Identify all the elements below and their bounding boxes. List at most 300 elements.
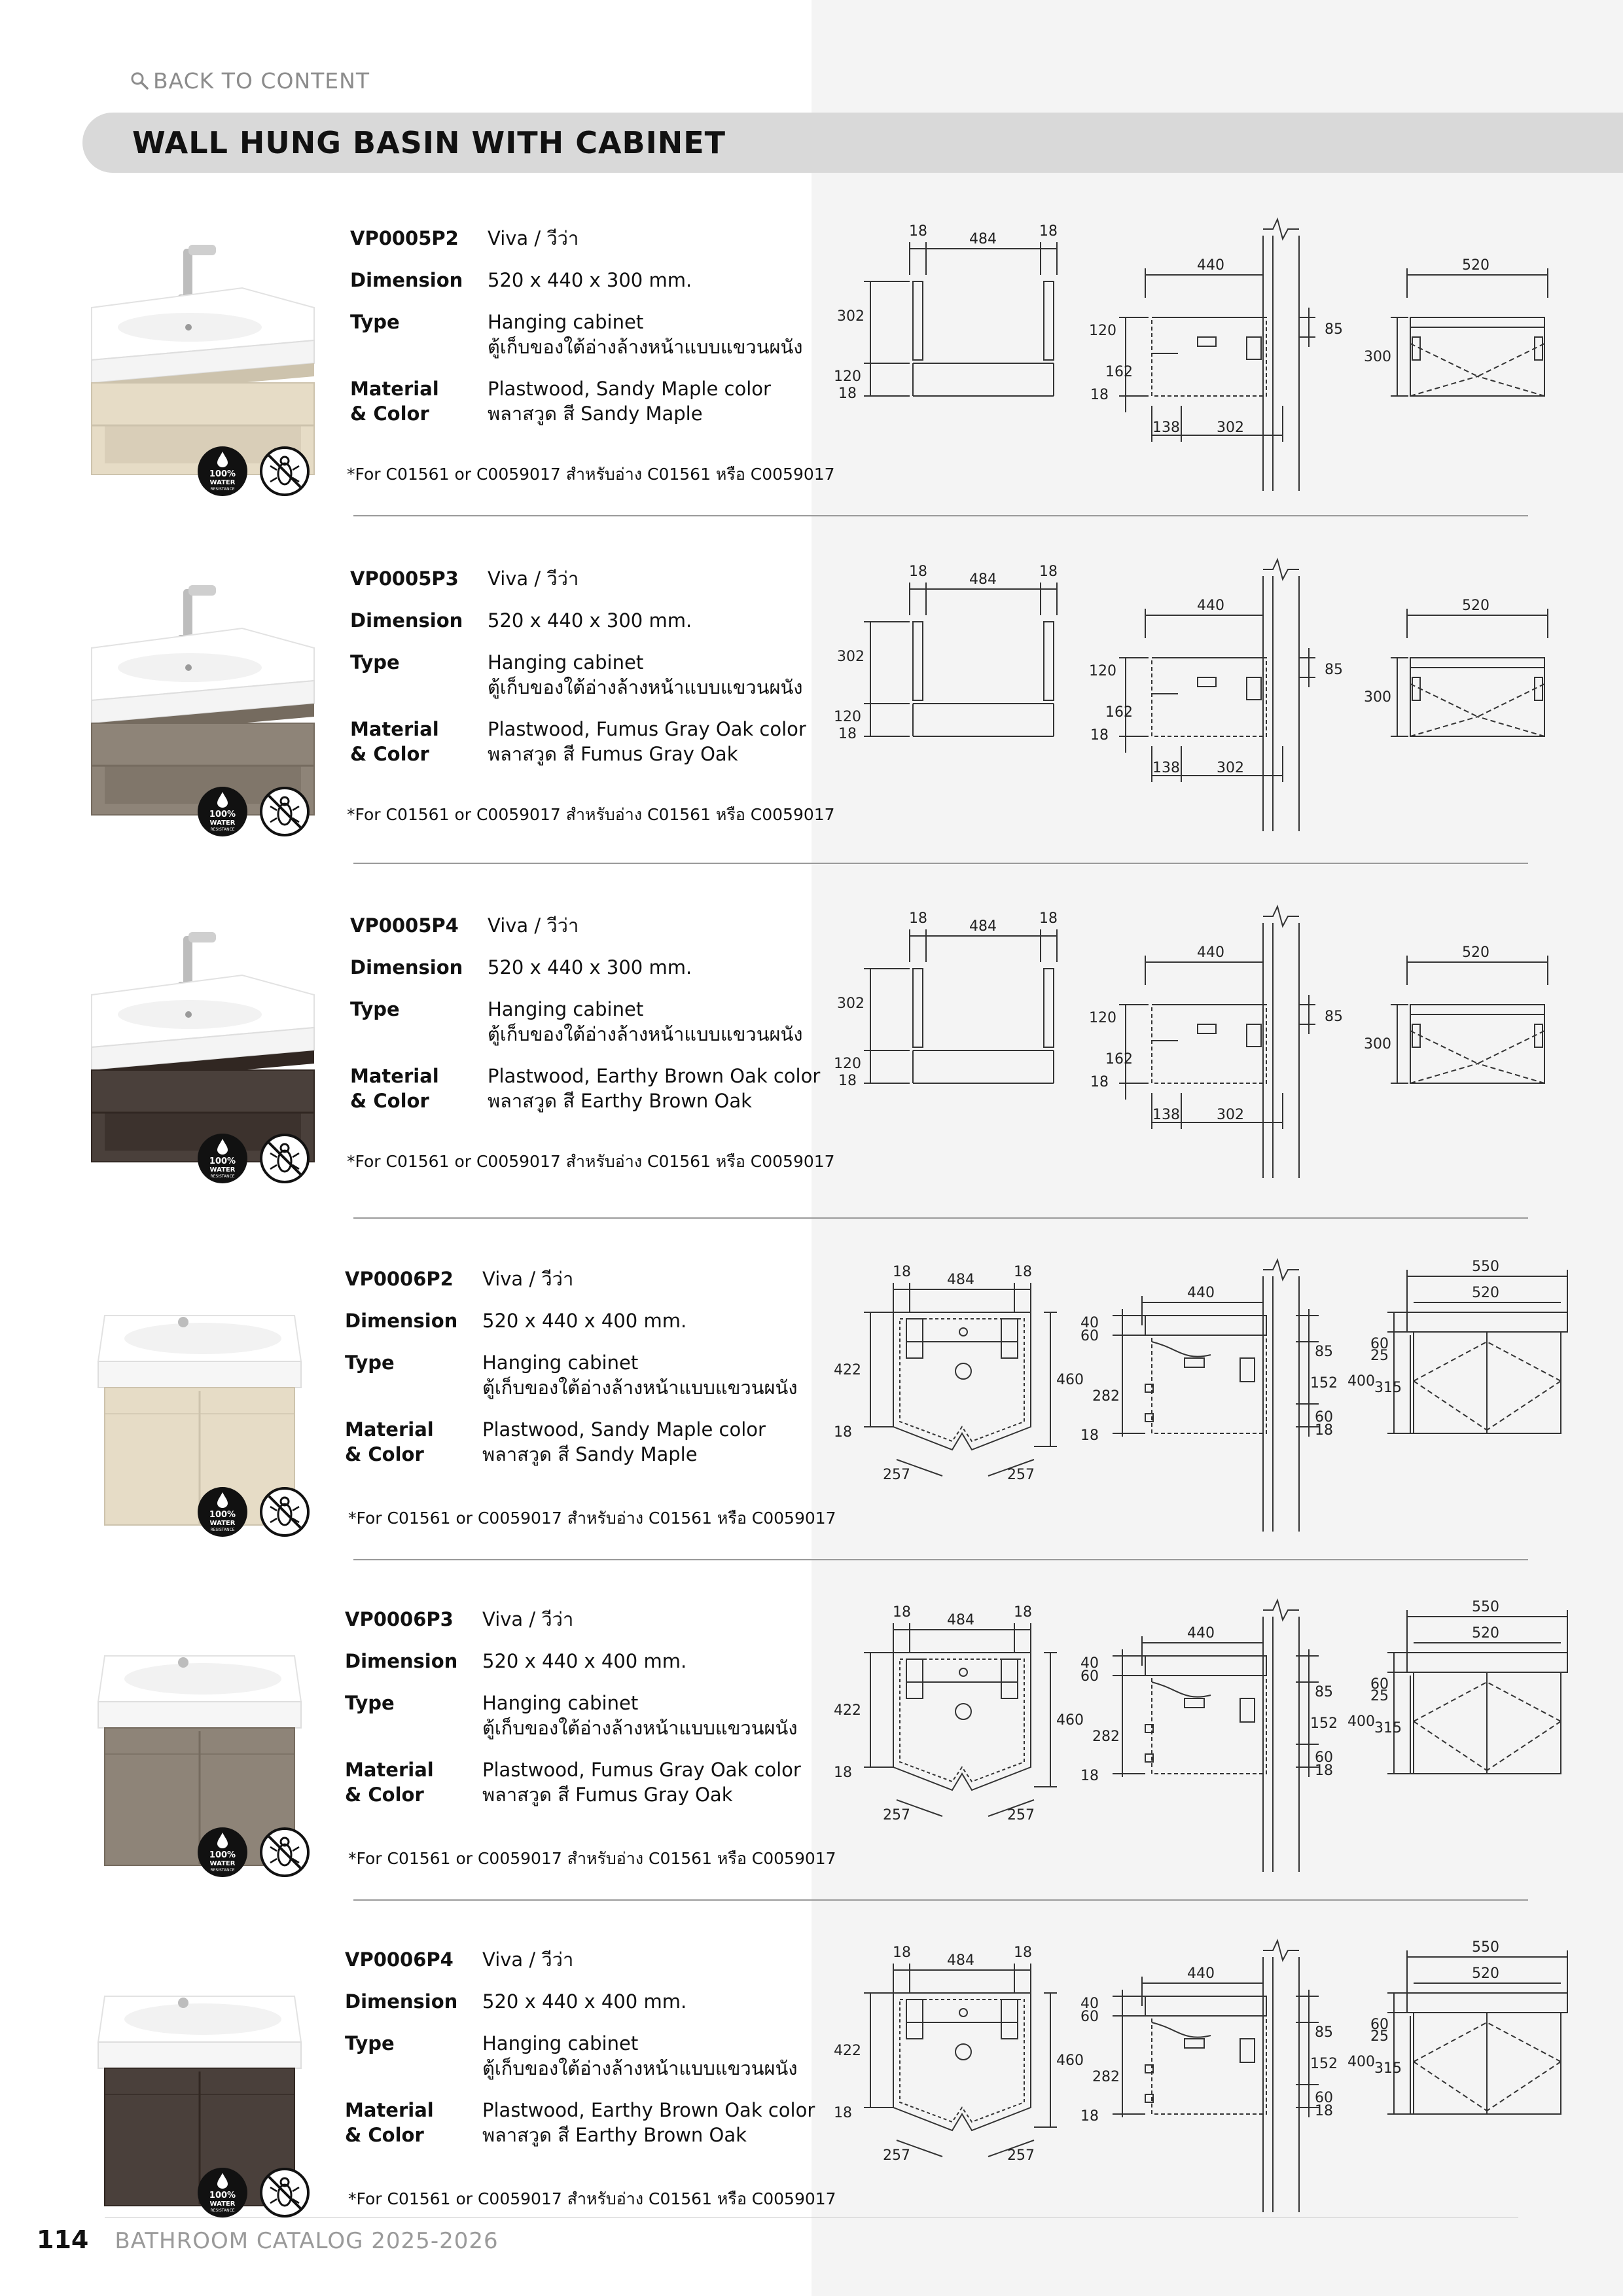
dimension-label: 85	[1315, 1684, 1333, 1700]
dimension-label: 400	[1347, 1713, 1375, 1730]
dimension-label: 18	[1039, 564, 1058, 580]
dimension-label: 460	[1056, 1712, 1084, 1729]
type-value-line: Hanging cabinet	[488, 998, 644, 1020]
search-icon	[130, 71, 149, 90]
spacer	[350, 938, 847, 955]
material-label	[350, 1064, 488, 1113]
dimension-label: 25	[1370, 2028, 1389, 2045]
dimension-label: 85	[1325, 321, 1343, 338]
product-name: Viva / วีว่า	[488, 227, 579, 249]
dimension-label: Dimension	[345, 1650, 458, 1672]
code-row	[345, 1947, 842, 1972]
product-code: VP0005P4	[350, 914, 459, 937]
product-code: VP0006P3	[345, 1608, 454, 1630]
dimension-row	[345, 1308, 842, 1333]
dimension-label: 85	[1325, 1009, 1343, 1025]
dimension-value-line: 520 x 440 x 400 mm.	[482, 1990, 687, 2013]
material-label-line: Material	[350, 718, 439, 740]
dimension-label: 302	[1217, 420, 1244, 436]
dimension-label: 257	[1007, 1467, 1035, 1483]
dimension-drawings	[812, 209, 1623, 497]
dimension-label: 520	[1472, 1625, 1499, 1641]
material-value	[488, 717, 847, 766]
spacer	[350, 980, 847, 997]
spacer	[350, 251, 847, 268]
water-resistance-badge	[196, 1132, 249, 1185]
type-row	[345, 2031, 842, 2081]
technical-drawing	[812, 550, 1623, 838]
product-code: VP0006P2	[345, 1268, 454, 1290]
dimension-label: 18	[1014, 1945, 1032, 1961]
spacer	[345, 1291, 842, 1308]
type-label: Type	[350, 651, 400, 673]
spacer	[345, 1972, 842, 1989]
dimension-label: 138	[1152, 420, 1180, 436]
dimension-label: 18	[909, 910, 927, 927]
type-value-line: ตู้เก็บของใต้อ่างล้างหน้าแบบแขวนผนัง	[482, 1376, 798, 1399]
back-to-content-link[interactable]	[130, 64, 370, 97]
dimension-value-line: 520 x 440 x 400 mm.	[482, 1650, 687, 1672]
type-label: Type	[345, 1352, 395, 1374]
dimension-label: 120	[834, 368, 861, 385]
code-row	[345, 1266, 842, 1291]
dimension-label: 162	[1105, 364, 1133, 380]
dimension-label: 120	[1089, 323, 1116, 339]
product-name: Viva / วีว่า	[482, 1608, 574, 1630]
material-row	[345, 2098, 842, 2147]
material-value	[482, 1417, 842, 1467]
termite-proof-icon	[259, 1826, 311, 1878]
dimension-label: 40	[1080, 1996, 1099, 2012]
type-label: Type	[350, 998, 400, 1020]
type-value-line: ตู้เก็บของใต้อ่างล้างหน้าแบบแขวนผนัง	[488, 1023, 803, 1045]
material-label	[345, 2098, 482, 2147]
product-code: VP0006P4	[345, 1948, 454, 1971]
spacer	[350, 633, 847, 650]
dimension-label: 18	[1315, 2103, 1333, 2119]
dimension-label: 315	[1374, 2060, 1402, 2077]
dimension-label: 440	[1197, 598, 1224, 614]
dimension-label: 460	[1056, 1372, 1084, 1388]
dimension-label: 460	[1056, 2053, 1084, 2069]
water-badge-percent: 100%	[209, 1510, 236, 1520]
spacer	[345, 2081, 842, 2098]
material-label-line: & Color	[345, 1784, 424, 1806]
material-value	[488, 1064, 847, 1113]
water-badge-sub: RESISTANCE	[210, 1528, 235, 1532]
product-name: Viva / วีว่า	[482, 1948, 574, 1971]
dimension-label: 302	[1217, 760, 1244, 776]
dimension-label: 162	[1105, 704, 1133, 721]
dimension-value-line: 520 x 440 x 300 mm.	[488, 609, 692, 632]
type-value	[482, 2031, 842, 2081]
termite-proof-icon	[259, 445, 311, 497]
material-value-line: Plastwood, Earthy Brown Oak color	[488, 1065, 821, 1087]
water-badge-label: WATER	[209, 1166, 236, 1174]
technical-drawing	[812, 1250, 1623, 1538]
spacer	[345, 1632, 842, 1649]
compatibility-note: *For C01561 or C0059017 สำหรับอ่าง C01561 หรือ C0059017	[348, 2189, 836, 2208]
water-badge-sub: RESISTANCE	[210, 487, 235, 492]
dimension-label: 18	[1315, 1422, 1333, 1439]
dimension-label: 484	[969, 231, 997, 247]
dimension-label: 18	[1014, 1604, 1032, 1621]
type-label: Type	[345, 1692, 395, 1714]
material-value-line: พลาสวูด สี Earthy Brown Oak	[488, 1090, 752, 1112]
code-row	[350, 566, 847, 591]
dimension-row	[345, 1649, 842, 1674]
dimension-label: 18	[838, 386, 857, 402]
product-vp0005p2	[0, 216, 1623, 517]
dimension-drawings	[812, 1931, 1623, 2219]
type-value-line: Hanging cabinet	[488, 651, 644, 673]
dimension-label: 18	[1039, 910, 1058, 927]
type-label: Type	[345, 2032, 395, 2054]
type-row	[350, 650, 847, 700]
spacer	[350, 1047, 847, 1064]
dimension-label: 18	[909, 223, 927, 240]
dimension-label: Dimension	[345, 1310, 458, 1332]
dimension-label: 422	[834, 1702, 861, 1719]
technical-drawing	[812, 209, 1623, 497]
technical-drawing	[812, 1931, 1623, 2219]
dimension-drawings	[812, 1590, 1623, 1878]
dimension-label: 120	[834, 1056, 861, 1072]
dimension-row	[350, 268, 847, 293]
dimension-label: 302	[837, 996, 865, 1012]
type-row	[345, 1350, 842, 1400]
dimension-label: 60	[1315, 1409, 1333, 1426]
dimension-label: 120	[1089, 663, 1116, 679]
water-badge-sub: RESISTANCE	[210, 2208, 235, 2213]
dimension-label: 484	[947, 1612, 974, 1628]
material-label	[345, 1757, 482, 1807]
dimension-label: 152	[1310, 1715, 1338, 1732]
spacer	[350, 359, 847, 376]
dimension-label: 18	[1090, 1074, 1109, 1090]
material-label-line: Material	[345, 1418, 434, 1441]
code-row	[345, 1607, 842, 1632]
dimension-label: 300	[1364, 689, 1391, 706]
product-vp0006p3	[0, 1597, 1623, 1898]
type-value-line: Hanging cabinet	[488, 311, 644, 333]
dimension-label: 25	[1370, 1688, 1389, 1704]
dimension-label: 302	[1217, 1107, 1244, 1123]
dimension-value	[482, 1308, 842, 1333]
compatibility-note: *For C01561 or C0059017 สำหรับอ่าง C01561 หรือ C0059017	[347, 465, 835, 484]
dimension-label: 315	[1374, 1720, 1402, 1736]
water-badge-sub: RESISTANCE	[210, 1174, 235, 1179]
dimension-value	[482, 1989, 842, 2014]
water-badge-label: WATER	[209, 1860, 236, 1867]
dimension-label: 257	[1007, 2147, 1035, 2164]
material-value	[488, 376, 847, 426]
dimension-label: 484	[969, 918, 997, 935]
compatibility-note: *For C01561 or C0059017 สำหรับอ่าง C01561 หรือ C0059017	[347, 805, 835, 824]
dimension-label: 18	[834, 2105, 852, 2121]
type-value-line: ตู้เก็บของใต้อ่างล้างหน้าแบบแขวนผนัง	[482, 1717, 798, 1739]
dimension-label: 18	[834, 1765, 852, 1781]
dimension-row	[345, 1989, 842, 2014]
product-vp0006p2	[0, 1257, 1623, 1558]
termite-proof-icon	[259, 1486, 311, 1538]
dimension-row	[350, 955, 847, 980]
material-value-line: Plastwood, Earthy Brown Oak color	[482, 2099, 815, 2121]
dimension-label: 60	[1315, 2090, 1333, 2106]
dimension-label: 484	[947, 1952, 974, 1969]
section-title-bar	[82, 113, 1623, 173]
dimension-label: 18	[1080, 1768, 1099, 1784]
dimension-label: 257	[883, 1467, 910, 1483]
dimension-value-line: 520 x 440 x 300 mm.	[488, 269, 692, 291]
water-badge-label: WATER	[209, 819, 236, 827]
footer-divider	[105, 2217, 1518, 2218]
dimension-label: 282	[1092, 2069, 1120, 2085]
dimension-label: 400	[1347, 2054, 1375, 2070]
dimension-drawings	[812, 1250, 1623, 1538]
water-badge-sub: RESISTANCE	[210, 1868, 235, 1873]
material-row	[350, 1064, 847, 1113]
material-value-line: พลาสวูด สี Sandy Maple	[488, 403, 703, 425]
product-specs	[345, 1266, 842, 1467]
dimension-label: 152	[1310, 2056, 1338, 2072]
water-badge-percent: 100%	[209, 1157, 236, 1166]
material-value-line: พลาสวูด สี Fumus Gray Oak	[488, 743, 738, 765]
termite-proof-icon	[259, 2166, 311, 2219]
dimension-label: 60	[1370, 1336, 1389, 1352]
termite-proof-icon	[259, 1132, 311, 1185]
material-value-line: พลาสวูด สี Sandy Maple	[482, 1443, 698, 1465]
type-label: Type	[350, 311, 400, 333]
dimension-label: 550	[1472, 1939, 1499, 1956]
spacer	[350, 700, 847, 717]
product-name: Viva / วีว่า	[488, 567, 579, 590]
water-badge-label: WATER	[209, 479, 236, 486]
dimension-label: 60	[1080, 1328, 1099, 1344]
material-label-line: & Color	[350, 743, 429, 765]
water-badge-percent: 100%	[209, 810, 236, 819]
type-value	[482, 1350, 842, 1400]
product-vp0005p3	[0, 556, 1623, 857]
dimension-row	[350, 608, 847, 633]
product-specs	[350, 226, 847, 426]
type-value	[488, 310, 847, 359]
product-code: VP0005P2	[350, 227, 459, 249]
dimension-label: 257	[883, 2147, 910, 2164]
water-resistance-badge	[196, 785, 249, 838]
dimension-value-line: 520 x 440 x 300 mm.	[488, 956, 692, 978]
dimension-label: 18	[1315, 1763, 1333, 1779]
termite-proof-icon	[259, 785, 311, 838]
dimension-label: Dimension	[350, 269, 463, 291]
dimension-label: 300	[1364, 1036, 1391, 1052]
dimension-label: 18	[1090, 387, 1109, 403]
spacer	[345, 1400, 842, 1417]
material-value	[482, 2098, 842, 2147]
type-value-line: ตู้เก็บของใต้อ่างล้างหน้าแบบแขวนผนัง	[488, 676, 803, 698]
type-row	[350, 310, 847, 359]
dimension-label: 257	[883, 1807, 910, 1823]
dimension-label: 60	[1080, 1668, 1099, 1685]
material-label-line: & Color	[350, 403, 429, 425]
dimension-label: 138	[1152, 760, 1180, 776]
dimension-label: 18	[1080, 1427, 1099, 1444]
dimension-label: 120	[1089, 1010, 1116, 1026]
dimension-label: 60	[1080, 2009, 1099, 2025]
material-label-line: Material	[350, 378, 439, 400]
back-to-content-label: BACK TO CONTENT	[153, 67, 370, 94]
material-label-line: & Color	[350, 1090, 429, 1112]
water-resistance-badge	[196, 1826, 249, 1878]
dimension-label: 440	[1197, 944, 1224, 961]
dimension-label: 60	[1315, 1749, 1333, 1766]
dimension-label: Dimension	[345, 1990, 458, 2013]
material-label-line: & Color	[345, 1443, 424, 1465]
dimension-drawings	[812, 897, 1623, 1185]
product-specs	[350, 566, 847, 766]
product-vp0006p4	[0, 1937, 1623, 2238]
dimension-label: 18	[893, 1945, 911, 1961]
dimension-label: 302	[837, 649, 865, 665]
dimension-label: 18	[1014, 1264, 1032, 1280]
dimension-label: 152	[1310, 1375, 1338, 1391]
type-value	[482, 1691, 842, 1740]
material-value-line: Plastwood, Fumus Gray Oak color	[482, 1759, 801, 1781]
type-value	[488, 650, 847, 700]
water-badge-label: WATER	[209, 1520, 236, 1527]
code-row	[350, 913, 847, 938]
type-row	[350, 997, 847, 1047]
spacer	[345, 1674, 842, 1691]
material-value-line: พลาสวูด สี Fumus Gray Oak	[482, 1784, 733, 1806]
dimension-label: 120	[834, 709, 861, 725]
dimension-label: 520	[1462, 598, 1489, 614]
dimension-label: 302	[837, 308, 865, 325]
compatibility-note: *For C01561 or C0059017 สำหรับอ่าง C01561 หรือ C0059017	[347, 1152, 835, 1171]
type-value-line: ตู้เก็บของใต้อ่างล้างหน้าแบบแขวนผนัง	[482, 2057, 798, 2079]
product-divider	[353, 1899, 1528, 1901]
spacer	[350, 293, 847, 310]
dimension-label: 550	[1472, 1599, 1499, 1615]
dimension-label: 422	[834, 1362, 861, 1378]
compatibility-note: *For C01561 or C0059017 สำหรับอ่าง C01561 หรือ C0059017	[348, 1849, 836, 1868]
material-label-line: Material	[345, 1759, 434, 1781]
dimension-label: 440	[1187, 1965, 1215, 1982]
dimension-label: 162	[1105, 1051, 1133, 1067]
dimension-value	[482, 1649, 842, 1674]
dimension-label: Dimension	[350, 956, 463, 978]
dimension-label: 138	[1152, 1107, 1180, 1123]
type-value	[488, 997, 847, 1047]
dimension-label: 400	[1347, 1373, 1375, 1390]
product-specs	[350, 913, 847, 1113]
dimension-label: 40	[1080, 1315, 1099, 1331]
dimension-label: 520	[1462, 257, 1489, 274]
material-row	[350, 376, 847, 426]
dimension-label: 85	[1315, 2024, 1333, 2041]
material-row	[350, 717, 847, 766]
material-row	[345, 1417, 842, 1467]
technical-drawing	[812, 897, 1623, 1185]
water-resistance-badge	[196, 2166, 249, 2219]
type-row	[345, 1691, 842, 1740]
dimension-value-line: 520 x 440 x 400 mm.	[482, 1310, 687, 1332]
technical-drawing	[812, 1590, 1623, 1878]
compatibility-note: *For C01561 or C0059017 สำหรับอ่าง C01561 หรือ C0059017	[348, 1509, 836, 1528]
product-divider	[353, 1217, 1528, 1219]
material-row	[345, 1757, 842, 1807]
material-value-line: Plastwood, Sandy Maple color	[482, 1418, 766, 1441]
dimension-label: 40	[1080, 1655, 1099, 1672]
dimension-label: 282	[1092, 1388, 1120, 1405]
type-value-line: ตู้เก็บของใต้อ่างล้างหน้าแบบแขวนผนัง	[488, 336, 803, 358]
material-label	[350, 376, 488, 426]
water-badge-percent: 100%	[209, 2191, 236, 2200]
product-divider	[353, 1559, 1528, 1560]
dimension-label: 18	[1090, 727, 1109, 744]
product-vp0005p4	[0, 903, 1623, 1204]
dimension-label: 257	[1007, 1807, 1035, 1823]
dimension-label: 484	[969, 571, 997, 588]
dimension-value	[488, 608, 847, 633]
type-value-line: Hanging cabinet	[482, 2032, 639, 2054]
spacer	[345, 2014, 842, 2031]
dimension-label: 85	[1325, 662, 1343, 678]
spacer	[345, 1333, 842, 1350]
dimension-value	[488, 268, 847, 293]
dimension-label: 440	[1187, 1285, 1215, 1301]
material-label-line: Material	[350, 1065, 439, 1087]
dimension-label: 18	[838, 726, 857, 742]
material-value-line: พลาสวูด สี Earthy Brown Oak	[482, 2124, 747, 2146]
page-title: WALL HUNG BASIN WITH CABINET	[132, 125, 726, 160]
dimension-label: 18	[1080, 2108, 1099, 2125]
dimension-label: 18	[909, 564, 927, 580]
water-badge-percent: 100%	[209, 469, 236, 479]
dimension-drawings	[812, 550, 1623, 838]
type-value-line: Hanging cabinet	[482, 1352, 639, 1374]
product-divider	[353, 515, 1528, 516]
catalog-name: BATHROOM CATALOG 2025-2026	[115, 2228, 499, 2254]
dimension-label: 440	[1197, 257, 1224, 274]
spacer	[345, 1740, 842, 1757]
dimension-label: 520	[1462, 944, 1489, 961]
product-divider	[353, 863, 1528, 864]
material-value-line: Plastwood, Fumus Gray Oak color	[488, 718, 806, 740]
dimension-label: 550	[1472, 1259, 1499, 1275]
dimension-label: 282	[1092, 1729, 1120, 1745]
water-badge-percent: 100%	[209, 1850, 236, 1860]
water-badge-label: WATER	[209, 2200, 236, 2208]
dimension-label: 315	[1374, 1380, 1402, 1396]
material-label-line: Material	[345, 2099, 434, 2121]
footer	[37, 2225, 499, 2254]
material-label	[350, 717, 488, 766]
dimension-label: 60	[1370, 2017, 1389, 2033]
water-resistance-badge	[196, 1486, 249, 1538]
type-value-line: Hanging cabinet	[482, 1692, 639, 1714]
water-badge-sub: RESISTANCE	[210, 827, 235, 832]
code-row	[350, 226, 847, 251]
material-label	[345, 1417, 482, 1467]
dimension-label: 440	[1187, 1625, 1215, 1641]
dimension-label: 60	[1370, 1676, 1389, 1693]
dimension-label: 300	[1364, 349, 1391, 365]
material-value-line: Plastwood, Sandy Maple color	[488, 378, 771, 400]
dimension-label: 520	[1472, 1285, 1499, 1301]
dimension-label: 520	[1472, 1965, 1499, 1982]
dimension-label: Dimension	[350, 609, 463, 632]
